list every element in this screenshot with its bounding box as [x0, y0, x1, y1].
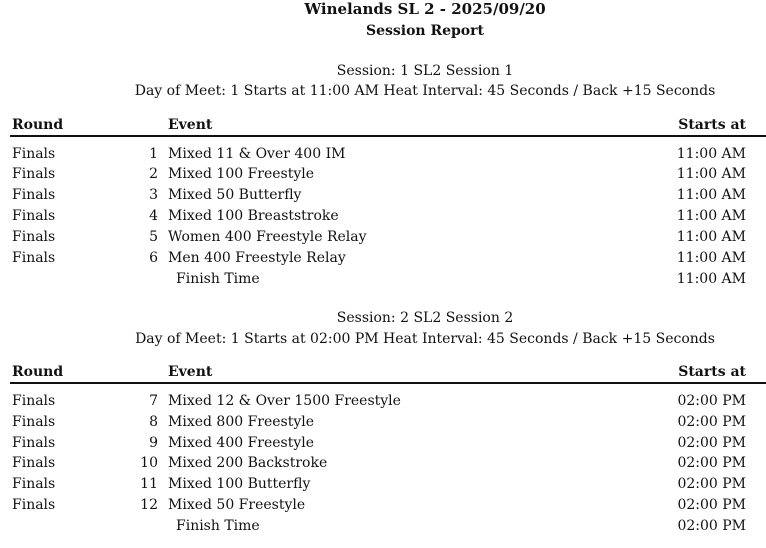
event-name-cell: Men 400 Freestyle Relay: [168, 250, 346, 266]
start-time-cell: 11:00 AM: [676, 208, 746, 224]
event-number-cell: 2: [149, 166, 158, 182]
round-cell: Finals: [12, 414, 56, 430]
event-name-cell: Mixed 800 Freestyle: [168, 414, 315, 430]
event-name-cell: Mixed 200 Backstroke: [168, 455, 328, 471]
start-time-cell: 02:00 PM: [677, 393, 746, 409]
finish-time-label: Finish Time: [176, 271, 260, 287]
start-time-cell: 02:00 PM: [677, 497, 746, 513]
event-name-cell: Mixed 12 & Over 1500 Freestyle: [168, 393, 401, 409]
finish-time-value: 02:00 PM: [677, 518, 746, 534]
event-name-cell: Mixed 50 Freestyle: [168, 497, 306, 513]
finish-time-label: Finish Time: [176, 518, 260, 534]
event-name-cell: Mixed 100 Butterfly: [168, 476, 311, 492]
round-column-header: Round: [12, 117, 64, 133]
session-1-title: Session: 1 SL2 Session 1: [336, 63, 514, 79]
report-subtitle: Session Report: [365, 23, 484, 39]
event-name-cell: Mixed 11 & Over 400 IM: [168, 146, 346, 162]
round-cell: Finals: [12, 229, 56, 245]
header-rule: [10, 135, 766, 137]
event-number-cell: 8: [149, 414, 158, 430]
event-name-cell: Women 400 Freestyle Relay: [168, 229, 367, 245]
event-number-cell: 3: [149, 187, 158, 203]
round-cell: Finals: [12, 476, 56, 492]
event-number-cell: 1: [149, 146, 158, 162]
round-cell: Finals: [12, 497, 56, 513]
start-time-cell: 02:00 PM: [677, 476, 746, 492]
event-number-cell: 11: [140, 476, 158, 492]
start-time-cell: 02:00 PM: [677, 435, 746, 451]
start-time-cell: 02:00 PM: [677, 414, 746, 430]
event-name-cell: Mixed 100 Freestyle: [168, 166, 315, 182]
event-name-cell: Mixed 100 Breaststroke: [168, 208, 339, 224]
event-number-cell: 12: [140, 497, 158, 513]
session-2-details: Day of Meet: 1 Starts at 02:00 PM Heat Interval: 45 Seconds / Back +15 Seconds: [135, 331, 715, 347]
starts-at-column-header: Starts at: [678, 117, 746, 133]
session-2-title: Session: 2 SL2 Session 2: [336, 310, 514, 326]
start-time-cell: 11:00 AM: [676, 187, 746, 203]
round-cell: Finals: [12, 393, 56, 409]
report-title: Winelands SL 2 - 2025/09/20: [304, 0, 546, 18]
start-time-cell: 11:00 AM: [676, 250, 746, 266]
round-cell: Finals: [12, 166, 56, 182]
start-time-cell: 11:00 AM: [676, 146, 746, 162]
event-number-cell: 6: [149, 250, 158, 266]
event-column-header: Event: [168, 364, 213, 380]
round-cell: Finals: [12, 455, 56, 471]
finish-time-value: 11:00 AM: [676, 271, 746, 287]
session-1-details: Day of Meet: 1 Starts at 11:00 AM Heat Interval: 45 Seconds / Back +15 Seconds: [134, 83, 716, 99]
round-column-header: Round: [12, 364, 64, 380]
event-name-cell: Mixed 50 Butterfly: [168, 187, 302, 203]
round-cell: Finals: [12, 146, 56, 162]
starts-at-column-header: Starts at: [678, 364, 746, 380]
event-number-cell: 7: [149, 393, 158, 409]
round-cell: Finals: [12, 208, 56, 224]
event-number-cell: 4: [149, 208, 158, 224]
event-name-cell: Mixed 400 Freestyle: [168, 435, 315, 451]
event-column-header: Event: [168, 117, 213, 133]
event-number-cell: 5: [149, 229, 158, 245]
start-time-cell: 11:00 AM: [676, 229, 746, 245]
round-cell: Finals: [12, 187, 56, 203]
round-cell: Finals: [12, 250, 56, 266]
header-rule: [10, 382, 766, 384]
round-cell: Finals: [12, 435, 56, 451]
event-number-cell: 10: [140, 455, 158, 471]
start-time-cell: 02:00 PM: [677, 455, 746, 471]
event-number-cell: 9: [149, 435, 158, 451]
start-time-cell: 11:00 AM: [676, 166, 746, 182]
